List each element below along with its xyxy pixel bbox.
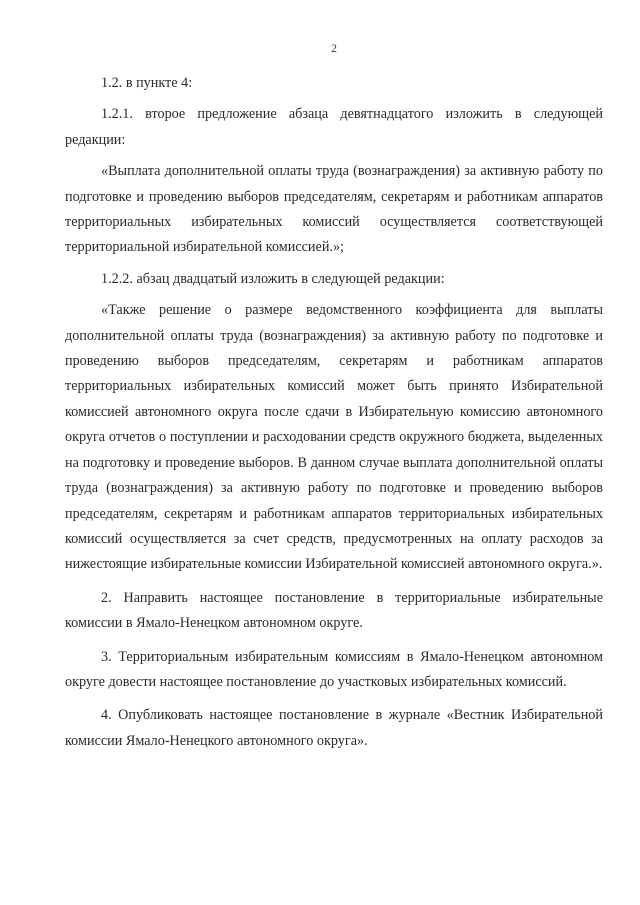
clause-1-2-1: 1.2.1. второе предложение абзаца девятнадцатого изложить в следующей редакции: bbox=[65, 106, 603, 148]
clause-2: 2. Направить настоящее постановление в территориальные избирательные комиссии в Ямало-Ненецком автономном округе. bbox=[65, 589, 603, 632]
clause-1-2-2: 1.2.2. абзац двадцатый изложить в следующей редакции: bbox=[101, 270, 445, 287]
clause-3: 3. Территориальным избирательным комиссиям в Ямало-Ненецком автономном округе довести настоящее постановление до участковых избирательных комиссий. bbox=[65, 648, 603, 690]
clause-1-2: 1.2. в пункте 4: bbox=[101, 75, 193, 91]
quoted-text-2: «Также решение о размере ведомственного коэффициента для выплаты дополнительной оплаты труда (вознаграждения) за активную работу по подготовке и проведению выборов председателям, секретарям и работникам аппаратов территориальных избирательных комиссий может быть принято Избирательной комиссией автономного округа после сдачи в Избирательную комиссию автономного округа отчетов о поступлении и расходовании средств окружного бюджета, выделенных на подготовку и проведение выборов. В данном случае выплата дополнительной оплаты труда (вознаграждения) за активную работу по подготовке и проведению выборов председателям, секретарям и работникам аппаратов территориальных избирательных комиссий осуществляется за счет средств, предусмотренных на оплату расходов за нижестоящие избирательные комиссии Избирательной комиссией автономного округа.». bbox=[65, 302, 603, 573]
clause-4: 4. Опубликовать настоящее постановление в журнале «Вестник Избирательной комиссии Ямало-Ненецкого автономного округа». bbox=[65, 707, 603, 749]
page-number: 2 bbox=[331, 41, 337, 55]
quoted-text-1: «Выплата дополнительной оплаты труда (вознаграждения) за активную работу по подготовке и проведению выборов председателям, секретарям и работникам аппаратов территориальных избирательных комиссий осуществляется соответствующей территориальной избирательной комиссией.»; bbox=[65, 163, 603, 256]
